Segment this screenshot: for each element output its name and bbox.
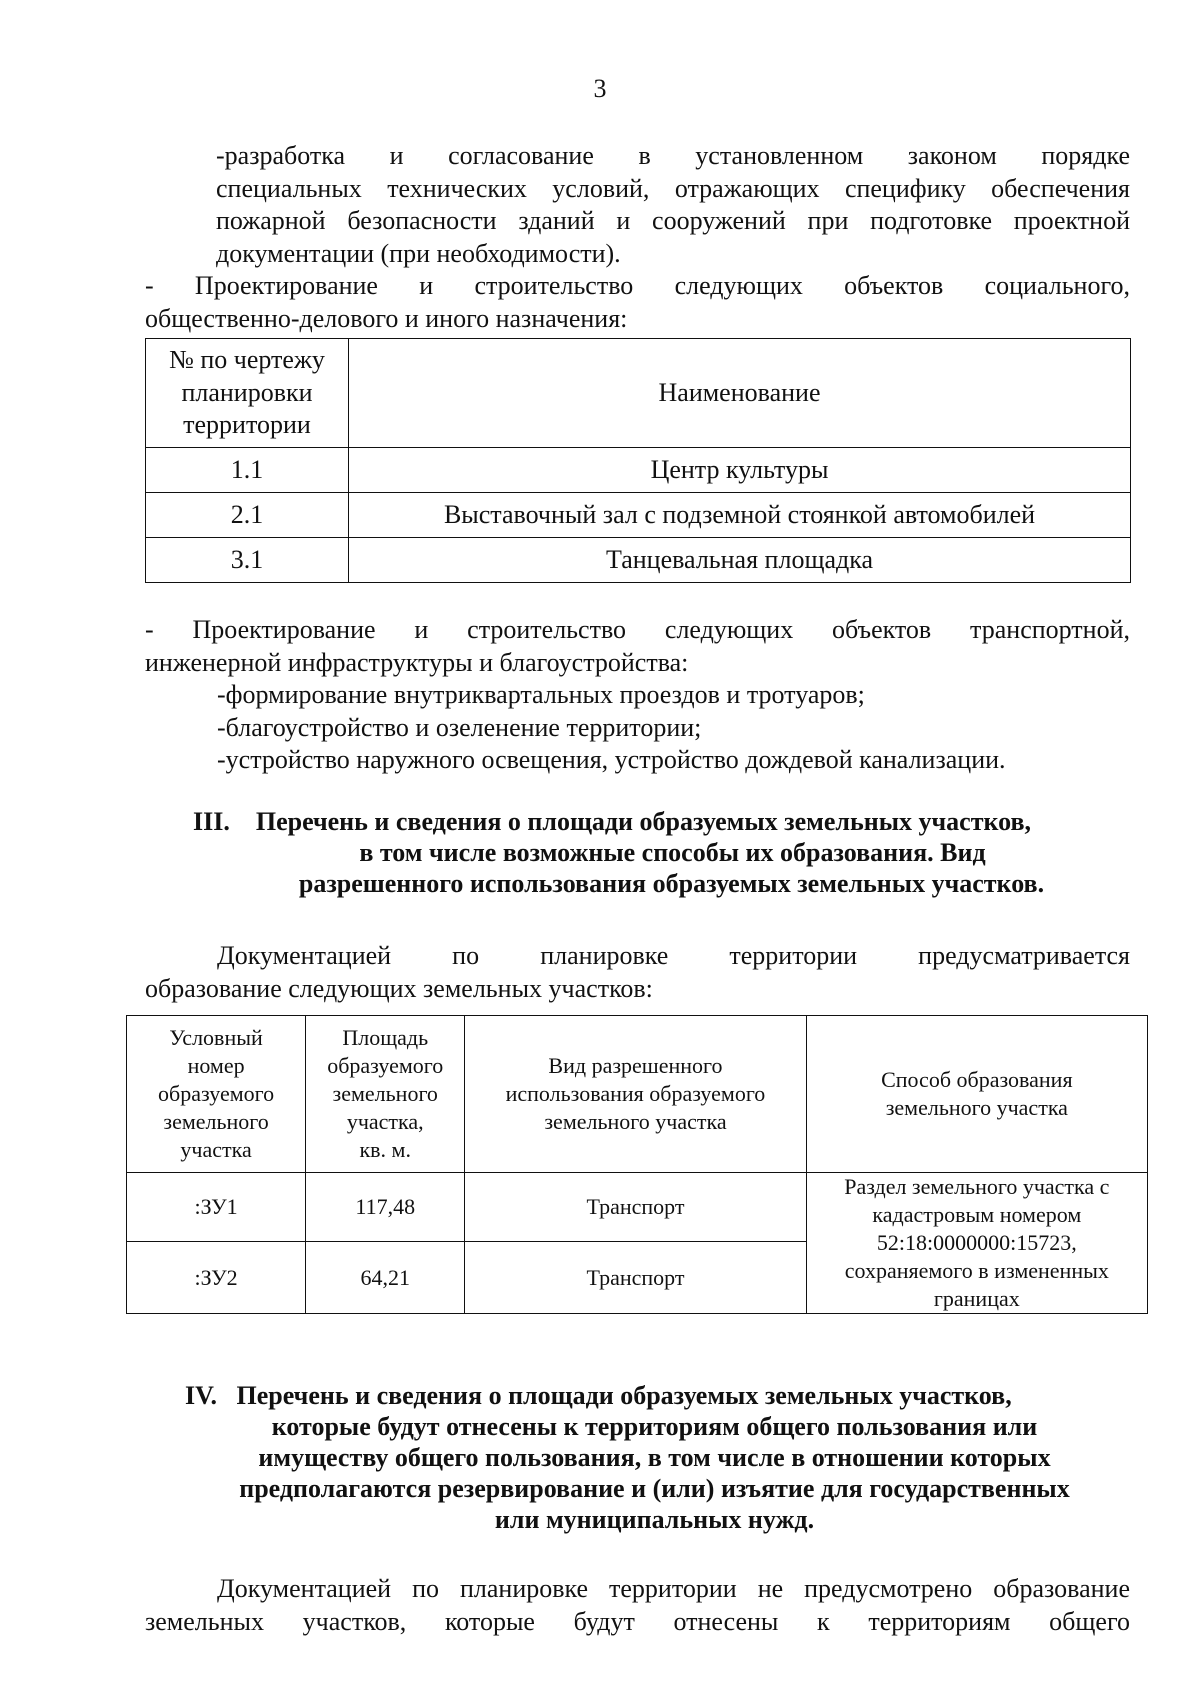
header-line: участка, bbox=[346, 1109, 424, 1134]
land-plots-table bbox=[126, 1015, 1148, 1314]
header-line: земельного участка bbox=[544, 1109, 727, 1134]
header-line: Вид разрешенного bbox=[548, 1053, 723, 1078]
plot-id: :ЗУ2 bbox=[127, 1242, 306, 1314]
header-area-cell bbox=[306, 1016, 465, 1173]
header-line: Условный bbox=[169, 1025, 263, 1050]
text-line: Документацией по планировке территории предусматривается bbox=[217, 941, 1130, 970]
text-line: - Проектирование и строительство следующих объектов транспортной, bbox=[145, 615, 1130, 644]
header-line: земельного участка bbox=[885, 1095, 1068, 1120]
heading-line: разрешенного использования образуемых земельных участков. bbox=[298, 869, 1045, 898]
intro-paragraph bbox=[216, 140, 1130, 270]
header-line: земельного bbox=[332, 1081, 438, 1106]
method-line: Раздел земельного участка с bbox=[844, 1174, 1110, 1199]
header-id-cell bbox=[127, 1016, 306, 1173]
table-row bbox=[146, 493, 1131, 538]
list-item: -формирование внутриквартальных проездов и тротуаров; bbox=[217, 680, 865, 709]
text-line: образование следующих земельных участков: bbox=[145, 973, 653, 1003]
row-name: Выставочный зал с подземной стоянкой автомобилей bbox=[349, 493, 1131, 538]
header-line: участка bbox=[180, 1137, 252, 1162]
header-line: территории bbox=[183, 410, 311, 440]
plot-area: 117,48 bbox=[306, 1173, 465, 1242]
heading-line: в том числе возможные способы их образования. Вид bbox=[359, 838, 986, 867]
method-line: 52:18:0000000:15723, bbox=[876, 1230, 1077, 1255]
header-line: № по чертежу bbox=[169, 345, 325, 375]
plot-use: Транспорт bbox=[465, 1173, 806, 1242]
header-line: Способ образования bbox=[881, 1067, 1073, 1092]
table-row bbox=[127, 1173, 1148, 1242]
section-3-paragraph bbox=[145, 940, 1130, 1005]
header-line: кв. м. bbox=[359, 1137, 411, 1162]
header-number-cell bbox=[146, 339, 349, 448]
header-line: номер bbox=[187, 1053, 245, 1078]
method-line: сохраняемого в измененных bbox=[844, 1258, 1109, 1283]
text-line: инженерной инфраструктуры и благоустройства: bbox=[145, 647, 689, 677]
header-use-cell bbox=[465, 1016, 806, 1173]
plot-use: Транспорт bbox=[465, 1242, 806, 1314]
text-line: специальных технических условий, отражающих специфику обеспечения bbox=[216, 173, 1130, 203]
row-name: Танцевальная площадка bbox=[349, 538, 1131, 583]
text-line: Документацией по планировке территории не предусмотрено образование bbox=[217, 1574, 1130, 1603]
method-line: кадастровым номером bbox=[872, 1202, 1082, 1227]
row-number: 1.1 bbox=[146, 448, 349, 493]
table-row bbox=[146, 448, 1131, 493]
table-header-row bbox=[127, 1016, 1148, 1173]
table-row bbox=[146, 538, 1131, 583]
transport-objects-paragraph bbox=[145, 614, 1130, 777]
row-name: Центр культуры bbox=[349, 448, 1131, 493]
heading-line: которые будут отнесены к территориям общего пользования или bbox=[271, 1412, 1038, 1441]
heading-line: предполагаются резервирование и (или) изъятие для государственных bbox=[239, 1474, 1070, 1503]
text-line: пожарной безопасности зданий и сооружений при подготовке проектной bbox=[216, 206, 1130, 235]
text-line: документации (при необходимости). bbox=[216, 238, 621, 268]
header-name-cell: Наименование bbox=[349, 339, 1131, 448]
text-line: -разработка и согласование в установленном законом порядке bbox=[216, 141, 1130, 170]
plot-area: 64,21 bbox=[306, 1242, 465, 1314]
text-line: земельных участков, которые будут отнесены к территориям общего bbox=[145, 1606, 1130, 1636]
section-4-heading bbox=[145, 1380, 1130, 1535]
plot-method bbox=[806, 1173, 1147, 1314]
header-method-cell bbox=[806, 1016, 1147, 1173]
heading-line: III. Перечень и сведения о площади образуемых земельных участков, bbox=[193, 807, 1032, 836]
heading-line: имуществу общего пользования, в том числе в отношении которых bbox=[258, 1443, 1051, 1472]
header-line: образуемого bbox=[327, 1053, 444, 1078]
row-number: 2.1 bbox=[146, 493, 349, 538]
text-line: - Проектирование и строительство следующих объектов социального, bbox=[145, 271, 1130, 300]
section-3-heading bbox=[145, 806, 1130, 899]
method-line: границах bbox=[933, 1286, 1020, 1311]
header-line: образуемого bbox=[158, 1081, 275, 1106]
header-line: земельного bbox=[163, 1109, 269, 1134]
header-line: Площадь bbox=[342, 1025, 429, 1050]
heading-line: IV. Перечень и сведения о площади образуемых земельных участков, bbox=[185, 1381, 1012, 1410]
heading-line: или муниципальных нужд. bbox=[494, 1505, 815, 1534]
objects-table bbox=[145, 338, 1131, 583]
list-item: -устройство наружного освещения, устройство дождевой канализации. bbox=[217, 745, 1006, 774]
plot-id: :ЗУ1 bbox=[127, 1173, 306, 1242]
list-item: -благоустройство и озеленение территории; bbox=[217, 712, 702, 742]
page-number: 3 bbox=[593, 74, 607, 103]
header-line: планировки bbox=[181, 377, 313, 407]
row-number: 3.1 bbox=[146, 538, 349, 583]
header-line: использования образуемого bbox=[505, 1081, 766, 1106]
table-header-row bbox=[146, 339, 1131, 448]
section-4-paragraph bbox=[145, 1573, 1130, 1638]
text-line: общественно-делового и иного назначения: bbox=[145, 303, 628, 333]
social-objects-paragraph bbox=[145, 270, 1130, 335]
